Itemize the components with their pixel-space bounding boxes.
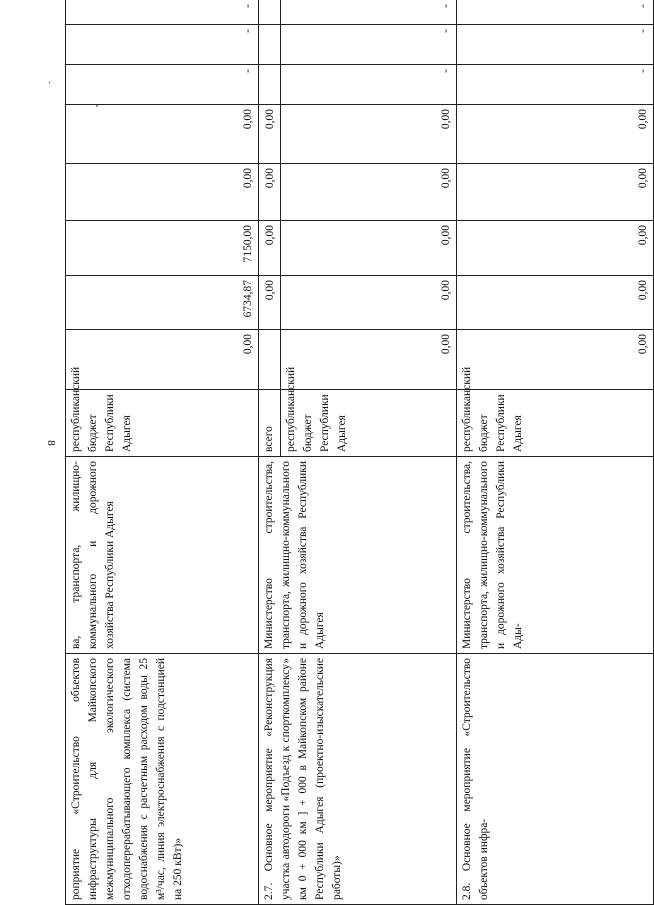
value-cell: 0,00 bbox=[281, 221, 457, 276]
value-cell: 0,00 bbox=[259, 164, 281, 221]
value-cell: - bbox=[457, 0, 654, 25]
value-cell: 0,00 bbox=[457, 164, 654, 221]
value-cell: - bbox=[281, 25, 457, 65]
table-row bbox=[66, 0, 259, 905]
value-cell: 0,00 bbox=[281, 164, 457, 221]
source-cell: республиканский бюджет Республики Адыгея bbox=[66, 390, 259, 457]
value-cell: 0,00 bbox=[259, 221, 281, 276]
value-cell: - bbox=[66, 65, 259, 105]
executor-cell: Министерство строительства, транспорта, жилищно-коммунального и дорожного хозяйства Республики Ады- bbox=[457, 457, 654, 654]
budget-table-sheet bbox=[65, 0, 650, 905]
value-cell: - bbox=[66, 25, 259, 65]
value-cell bbox=[259, 0, 281, 25]
value-cell: 0,00 bbox=[281, 330, 457, 390]
table-row bbox=[259, 0, 281, 905]
activity-cell: 2.7. Основное мероприятие «Реконструкция участка автодороги «Подъезд к спорткомплексу» км 0 + 000 км ] + 000 в Майкопском районе Республики Адыгея (проектно-изыскательские работы)» bbox=[259, 654, 457, 905]
value-cell: 0,00 bbox=[281, 105, 457, 164]
value-cell: 0,00 bbox=[281, 276, 457, 330]
source-cell: республиканский бюджет Республики Адыгея bbox=[281, 390, 457, 457]
value-cell: 0,00 bbox=[259, 105, 281, 164]
value-cell: - bbox=[281, 65, 457, 105]
value-cell: 0,00 bbox=[259, 276, 281, 330]
budget-table bbox=[65, 0, 654, 905]
value-cell bbox=[259, 330, 281, 390]
value-cell: 0,00 bbox=[66, 164, 259, 221]
value-cell: 0,00 bbox=[457, 221, 654, 276]
value-cell: 0,00 bbox=[457, 276, 654, 330]
source-cell: всего bbox=[259, 390, 281, 457]
stray-mark: - bbox=[44, 80, 56, 85]
value-cell: 0,00 bbox=[457, 105, 654, 164]
value-cell: 0,00 bbox=[66, 105, 259, 164]
value-cell: - bbox=[457, 25, 654, 65]
value-cell bbox=[259, 65, 281, 105]
executor-cell: Министерство строительства, транспорта, жилищно-коммунального и дорожного хозяйства Республики Адыгея bbox=[259, 457, 457, 654]
value-cell: - bbox=[66, 0, 259, 25]
source-cell: республиканский бюджет Республики Адыгея bbox=[457, 390, 654, 457]
activity-cell: роприятие «Строительство объектов инфраструктуры для Майкопского межмуниципального экологического отходоперерабатывающего комплекса (система водоснабжения с расчетным расходом воды 25 м³/час, линия электроснабжения с подстанцией на 250 кВт)» bbox=[66, 654, 259, 905]
value-cell: - bbox=[457, 65, 654, 105]
table-row bbox=[457, 0, 654, 905]
value-cell: 6734,87 bbox=[66, 276, 259, 330]
page-number: 8 bbox=[44, 440, 57, 446]
value-cell: 0,00 bbox=[457, 330, 654, 390]
value-cell: 0,00 bbox=[66, 330, 259, 390]
executor-cell: ва, транспорта, жилищно-коммунального и дорожного хозяйства Республики Адыгея bbox=[66, 457, 259, 654]
value-cell bbox=[259, 25, 281, 65]
value-cell: 7150,00 bbox=[66, 221, 259, 276]
value-cell: - bbox=[281, 0, 457, 25]
activity-cell: 2.8. Основное мероприятие «Строительство объектов инфра- bbox=[457, 654, 654, 905]
